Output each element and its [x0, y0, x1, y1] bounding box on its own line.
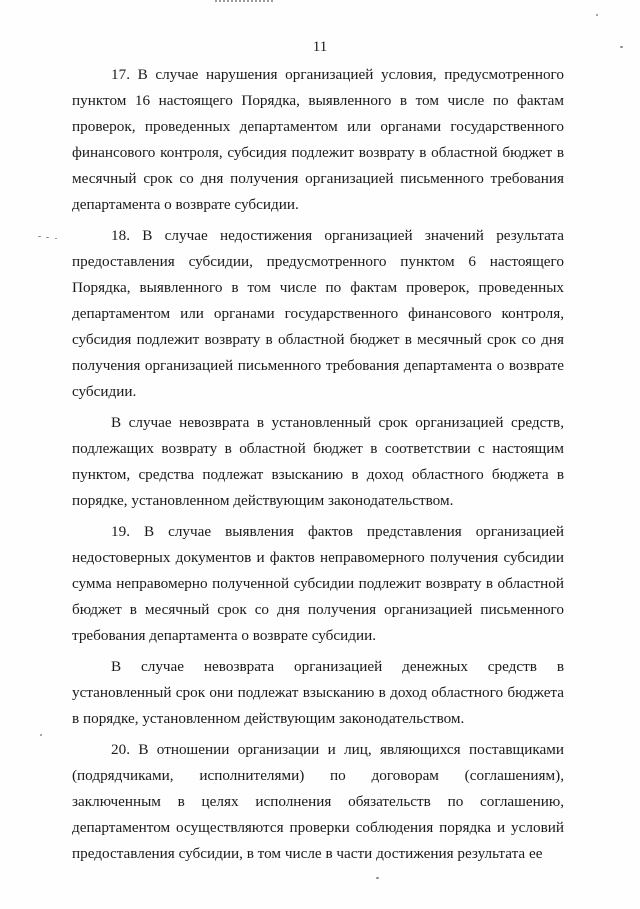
scan-speck — [620, 46, 623, 48]
paragraph-18: 18. В случае недостижения организацией значений результата предоставления субсидии, предусмотренного пунктом 6 настоящего Порядка, выявленного в том числе по фактам проверок, проведенных департаментом или органами государственного финансового контроля, субсидия подлежит возврату в областной бюджет в месячный срок со дня получения организацией письменного требования департамента о возврате субсидии. — [72, 227, 564, 400]
scan-speck — [55, 238, 57, 239]
paragraph-19-refund: В случае невозврата организацией денежных средств в установленный срок они подлежат взысканию в доход областного бюджета в порядке, установленном действующим законодательством. — [72, 658, 564, 727]
page-number: 11 — [312, 39, 328, 55]
document-body — [72, 62, 564, 867]
paragraph-20: 20. В отношении организации и лиц, являющихся поставщиками (подрядчиками, исполнителями) по договорам (соглашениям), заключенным в целях исполнения обязательств по соглашению, департаментом осуществляются проверки соблюдения порядка и условий предоставления субсидии, в том числе в части достижения результата ее — [72, 741, 564, 862]
paragraph-19: 19. В случае выявления фактов представления организацией недостоверных документов и фактов неправомерного получения субсидии сумма неправомерно полученной субсидии подлежит возврату в областной бюджет в месячный срок со дня получения организацией письменного требования департамента о возврате субсидии. — [72, 523, 564, 644]
scan-speck — [40, 734, 42, 736]
paragraph-17: 17. В случае нарушения организацией условия, предусмотренного пунктом 16 настоящего Порядка, выявленного в том числе по фактам проверок, проведенных департаментом или органами государственного финансового контроля, субсидия подлежит возврату в областной бюджет в месячный срок со дня получения организацией письменного требования департамента о возврате субсидии. — [72, 66, 564, 213]
paragraph-18-refund: В случае невозврата в установленный срок организацией средств, подлежащих возврату в областной бюджет в соответствии с настоящим пунктом, средства подлежат взысканию в доход областного бюджета в порядке, установленном действующим законодательством. — [72, 414, 564, 509]
scan-speck — [376, 877, 379, 879]
scan-top-mark — [215, 0, 273, 5]
scan-speck — [38, 236, 41, 237]
scan-speck — [596, 14, 598, 16]
scan-speck — [46, 237, 49, 238]
